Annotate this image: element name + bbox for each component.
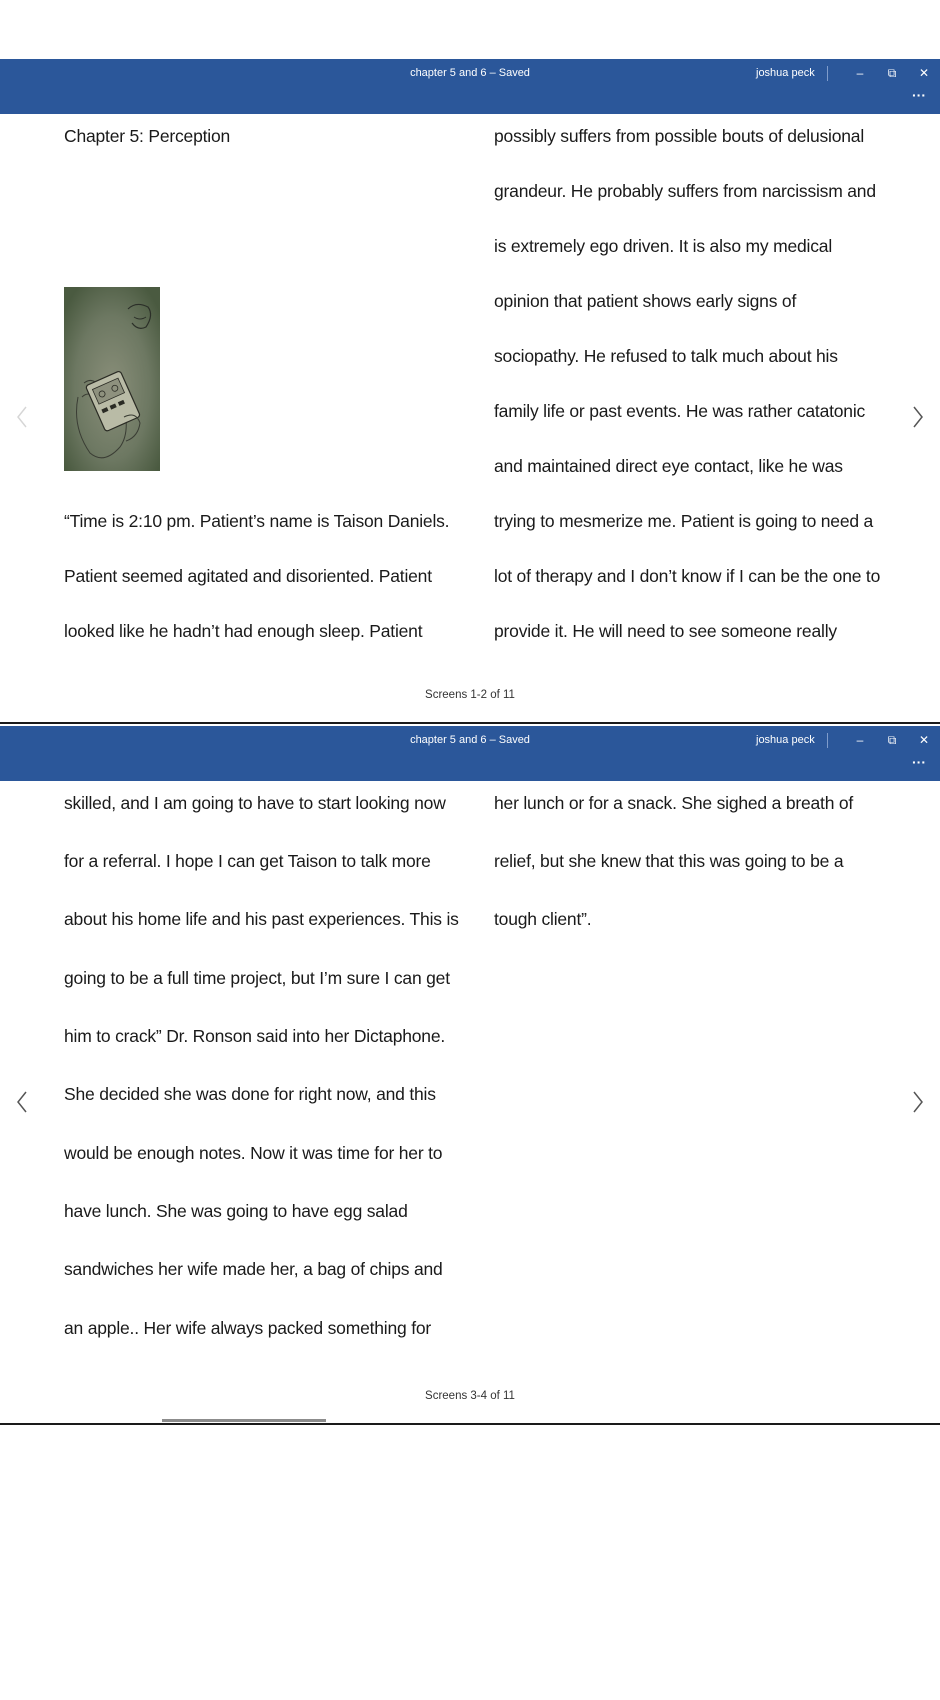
text-line: about his home life and his past experiences. This is: [64, 909, 459, 929]
text-line: sandwiches her wife made her, a bag of chips and: [64, 1259, 443, 1279]
text-line: her lunch or for a snack. She sighed a breath of: [494, 793, 854, 813]
text-line: family life or past events. He was rather catatonic: [494, 401, 866, 421]
text-line: provide it. He will need to see someone really: [494, 621, 837, 641]
scroll-indicator[interactable]: [162, 1419, 326, 1422]
text-line: Patient seemed agitated and disoriented. Patient: [64, 566, 432, 586]
chevron-right-icon: [906, 397, 930, 437]
restore-button[interactable]: ⧉: [887, 733, 897, 747]
next-screen-button[interactable]: [906, 397, 930, 437]
screen-divider: [0, 722, 940, 724]
text-line: tough client”.: [494, 909, 592, 929]
minimize-button[interactable]: –: [856, 733, 864, 747]
chevron-left-icon: [10, 397, 34, 437]
title-bar: [0, 726, 940, 781]
text-line: looked like he hadn’t had enough sleep. Patient: [64, 621, 423, 641]
text-line: have lunch. She was going to have egg salad: [64, 1201, 408, 1221]
text-line: sociopathy. He refused to talk much about his: [494, 346, 838, 366]
previous-screen-button[interactable]: [10, 1082, 34, 1122]
document-title: chapter 5 and 6 – Saved: [410, 67, 530, 79]
restore-button[interactable]: ⧉: [887, 66, 897, 80]
text-line: possibly suffers from possible bouts of delusional: [494, 126, 865, 146]
user-name[interactable]: joshua peck: [756, 67, 815, 79]
text-line: trying to mesmerize me. Patient is going to need a: [494, 511, 874, 531]
chevron-left-icon: [10, 1082, 34, 1122]
minimize-button[interactable]: –: [856, 66, 864, 80]
text-line: him to crack” Dr. Ronson said into her Dictaphone.: [64, 1026, 446, 1046]
dictaphone-illustration: [64, 287, 160, 471]
title-bar-separator: [827, 66, 828, 81]
text-line: skilled, and I am going to have to start looking now: [64, 793, 446, 813]
text-line: lot of therapy and I don’t know if I can be the one to: [494, 566, 881, 586]
chapter-heading: Chapter 5: Perception: [64, 126, 231, 146]
text-line: opinion that patient shows early signs of: [494, 291, 797, 311]
title-bar-separator: [827, 733, 828, 748]
text-line: going to be a full time project, but I’m sure I can get: [64, 968, 450, 988]
text-line: is extremely ego driven. It is also my medical: [494, 236, 833, 256]
screen-count: Screens 3-4 of 11: [425, 1390, 515, 1402]
chevron-right-icon: [906, 1082, 930, 1122]
text-line: relief, but she knew that this was going to be a: [494, 851, 844, 871]
screen-divider: [0, 1423, 940, 1425]
text-line: and maintained direct eye contact, like he was: [494, 456, 843, 476]
next-screen-button[interactable]: [906, 1082, 930, 1122]
screen-count: Screens 1-2 of 11: [425, 689, 515, 701]
reader-screen-1: [0, 59, 940, 728]
text-line: grandeur. He probably suffers from narcissism and: [494, 181, 876, 201]
previous-screen-button[interactable]: [10, 397, 34, 437]
text-line: for a referral. I hope I can get Taison to talk more: [64, 851, 431, 871]
text-line: would be enough notes. Now it was time for her to: [64, 1143, 443, 1163]
more-options-button[interactable]: ···: [912, 754, 926, 770]
text-line: “Time is 2:10 pm. Patient’s name is Taison Daniels.: [64, 511, 450, 531]
close-button[interactable]: ✕: [918, 66, 930, 80]
more-options-button[interactable]: ···: [912, 87, 926, 103]
text-line: an apple.. Her wife always packed something for: [64, 1318, 432, 1338]
user-name[interactable]: joshua peck: [756, 734, 815, 746]
document-title: chapter 5 and 6 – Saved: [410, 734, 530, 746]
close-button[interactable]: ✕: [918, 733, 930, 747]
reader-screen-2: [0, 726, 940, 1402]
title-bar: [0, 59, 940, 114]
text-line: She decided she was done for right now, and this: [64, 1084, 436, 1104]
